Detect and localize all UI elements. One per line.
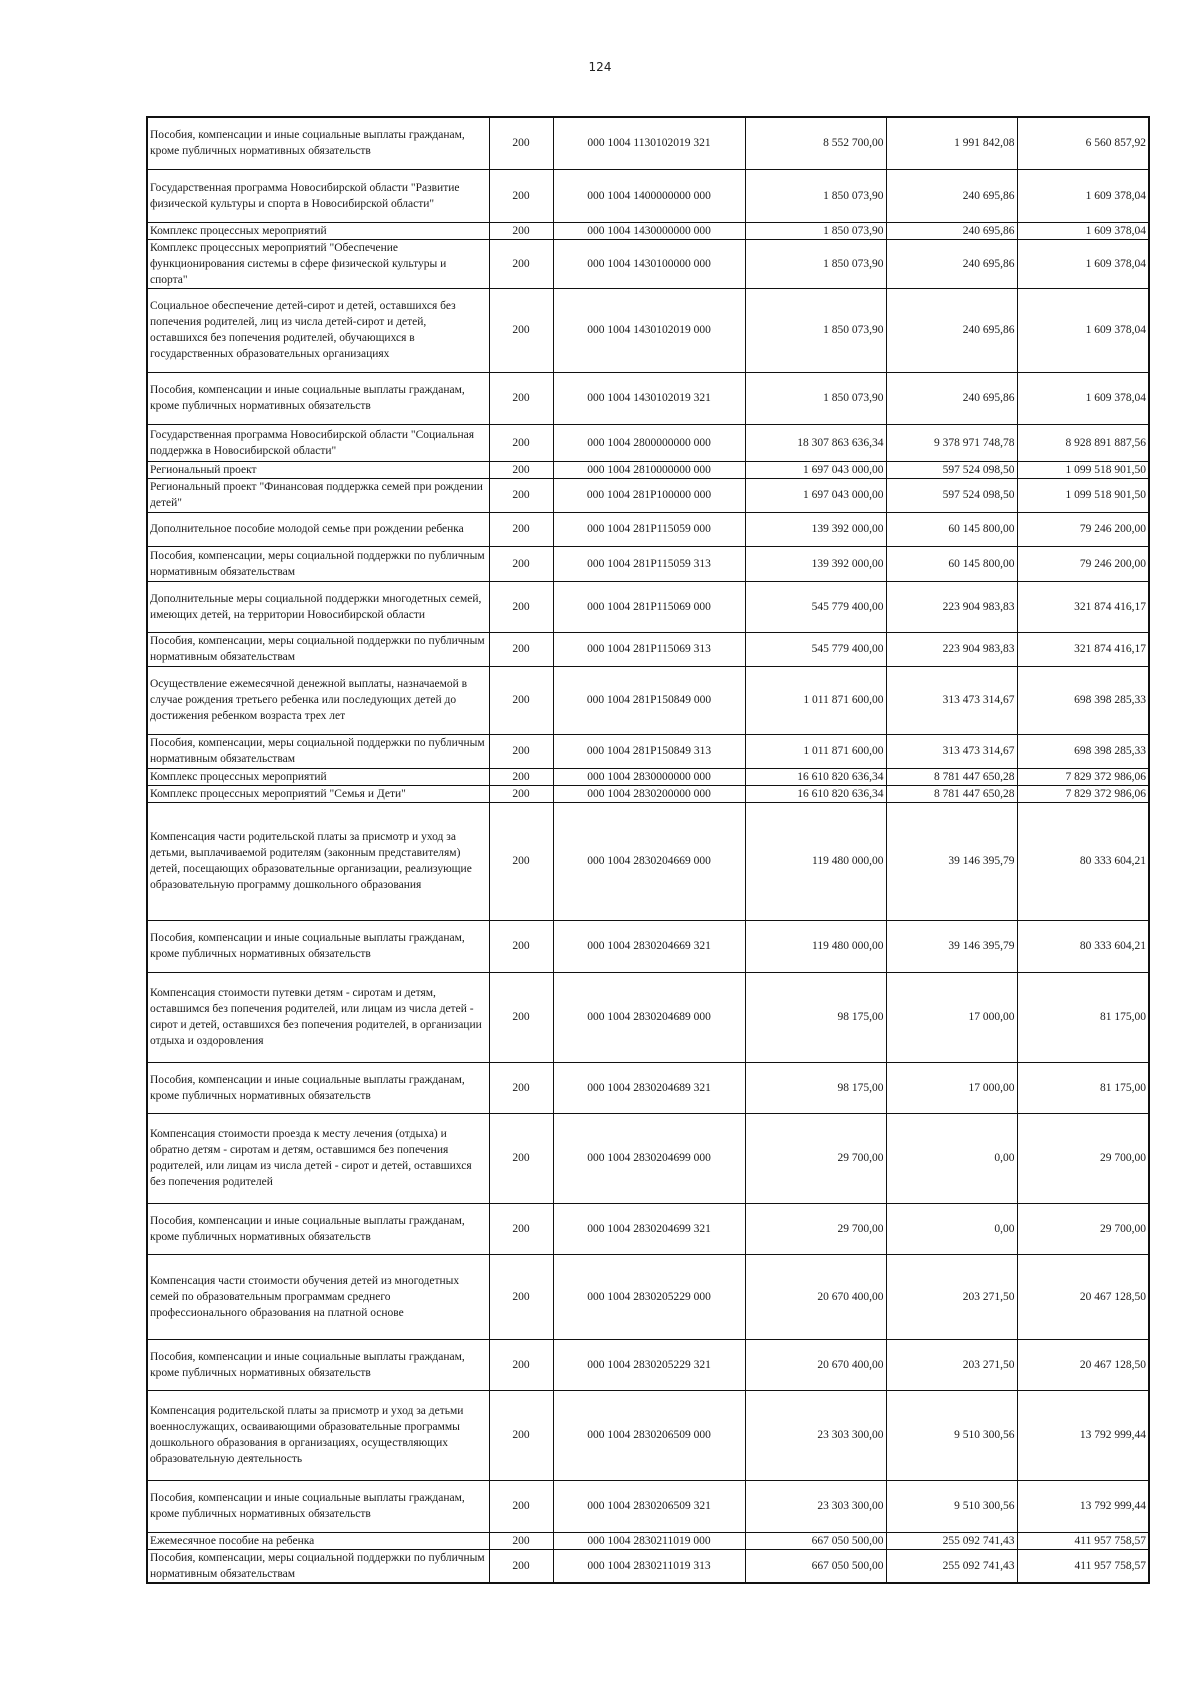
table-row: [147, 1390, 1149, 1480]
cell-remaining-amount: 7 829 372 986,06: [1017, 768, 1149, 785]
table-row: [147, 1532, 1149, 1549]
cell-budget-code: 000 1004 1430102019 321: [553, 372, 745, 424]
cell-remaining-amount: 1 609 378,04: [1017, 288, 1149, 372]
cell-executed-amount: 240 695,86: [886, 222, 1017, 239]
cell-name: Региональный проект "Финансовая поддержка семей при рождении детей": [147, 478, 489, 512]
cell-name: Комплекс процессных мероприятий "Обеспечение функционирования системы в сфере физической культуры и спорта": [147, 239, 489, 288]
cell-budget-code: 000 1004 281P115059 313: [553, 546, 745, 581]
cell-approved-amount: 545 779 400,00: [745, 581, 886, 632]
cell-executed-amount: 240 695,86: [886, 288, 1017, 372]
cell-executed-amount: 223 904 983,83: [886, 581, 1017, 632]
table-row: [147, 734, 1149, 768]
cell-budget-code: 000 1004 2830211019 313: [553, 1549, 745, 1583]
table-row: [147, 1062, 1149, 1113]
cell-remaining-amount: 698 398 285,33: [1017, 666, 1149, 734]
cell-remaining-amount: 80 333 604,21: [1017, 802, 1149, 920]
cell-executed-amount: 9 510 300,56: [886, 1480, 1017, 1532]
cell-budget-code: 000 1004 2830204689 321: [553, 1062, 745, 1113]
cell-remaining-amount: 1 609 378,04: [1017, 372, 1149, 424]
cell-name: Пособия, компенсации, меры социальной поддержки по публичным нормативным обязательствам: [147, 1549, 489, 1583]
cell-budget-code: 000 1004 1430100000 000: [553, 239, 745, 288]
cell-row-code: 200: [489, 1203, 553, 1254]
cell-approved-amount: 1 011 871 600,00: [745, 666, 886, 734]
cell-name: Пособия, компенсации и иные социальные выплаты гражданам, кроме публичных нормативных обязательств: [147, 372, 489, 424]
cell-row-code: 200: [489, 972, 553, 1062]
table-row: [147, 546, 1149, 581]
table-row: [147, 785, 1149, 802]
cell-remaining-amount: 1 609 378,04: [1017, 169, 1149, 222]
cell-approved-amount: 1 850 073,90: [745, 239, 886, 288]
cell-remaining-amount: 13 792 999,44: [1017, 1480, 1149, 1532]
cell-budget-code: 000 1004 2830200000 000: [553, 785, 745, 802]
table-row: [147, 920, 1149, 972]
cell-budget-code: 000 1004 2830204669 321: [553, 920, 745, 972]
cell-name: Комплекс процессных мероприятий: [147, 222, 489, 239]
cell-executed-amount: 9 378 971 748,78: [886, 424, 1017, 461]
cell-budget-code: 000 1004 281P115069 000: [553, 581, 745, 632]
cell-row-code: 200: [489, 1532, 553, 1549]
cell-budget-code: 000 1004 2830204699 000: [553, 1113, 745, 1203]
cell-remaining-amount: 411 957 758,57: [1017, 1532, 1149, 1549]
table-row: [147, 1254, 1149, 1339]
cell-name: Региональный проект: [147, 461, 489, 478]
cell-remaining-amount: 411 957 758,57: [1017, 1549, 1149, 1583]
table-row: [147, 169, 1149, 222]
cell-name: Дополнительные меры социальной поддержки многодетных семей, имеющих детей, на территории Новосибирской области: [147, 581, 489, 632]
cell-budget-code: 000 1004 2830000000 000: [553, 768, 745, 785]
cell-remaining-amount: 1 609 378,04: [1017, 222, 1149, 239]
cell-executed-amount: 8 781 447 650,28: [886, 785, 1017, 802]
cell-remaining-amount: 79 246 200,00: [1017, 546, 1149, 581]
table-row: [147, 1480, 1149, 1532]
cell-executed-amount: 240 695,86: [886, 239, 1017, 288]
cell-executed-amount: 0,00: [886, 1203, 1017, 1254]
cell-row-code: 200: [489, 222, 553, 239]
cell-approved-amount: 1 850 073,90: [745, 288, 886, 372]
cell-executed-amount: 60 145 800,00: [886, 512, 1017, 546]
cell-executed-amount: 203 271,50: [886, 1339, 1017, 1390]
cell-approved-amount: 1 850 073,90: [745, 169, 886, 222]
cell-row-code: 200: [489, 1390, 553, 1480]
cell-approved-amount: 23 303 300,00: [745, 1390, 886, 1480]
cell-name: Пособия, компенсации и иные социальные выплаты гражданам, кроме публичных нормативных обязательств: [147, 1480, 489, 1532]
cell-executed-amount: 223 904 983,83: [886, 632, 1017, 666]
cell-remaining-amount: 81 175,00: [1017, 972, 1149, 1062]
cell-budget-code: 000 1004 2830205229 321: [553, 1339, 745, 1390]
cell-executed-amount: 313 473 314,67: [886, 666, 1017, 734]
cell-approved-amount: 16 610 820 636,34: [745, 785, 886, 802]
cell-approved-amount: 667 050 500,00: [745, 1532, 886, 1549]
cell-approved-amount: 1 011 871 600,00: [745, 734, 886, 768]
cell-name: Пособия, компенсации и иные социальные выплаты гражданам, кроме публичных нормативных обязательств: [147, 1339, 489, 1390]
cell-name: Ежемесячное пособие на ребенка: [147, 1532, 489, 1549]
cell-approved-amount: 20 670 400,00: [745, 1339, 886, 1390]
cell-budget-code: 000 1004 1400000000 000: [553, 169, 745, 222]
cell-remaining-amount: 1 099 518 901,50: [1017, 478, 1149, 512]
table-row: [147, 768, 1149, 785]
cell-remaining-amount: 79 246 200,00: [1017, 512, 1149, 546]
cell-row-code: 200: [489, 581, 553, 632]
cell-remaining-amount: 7 829 372 986,06: [1017, 785, 1149, 802]
table-row: [147, 1549, 1149, 1583]
cell-executed-amount: 240 695,86: [886, 372, 1017, 424]
cell-executed-amount: 39 146 395,79: [886, 802, 1017, 920]
cell-remaining-amount: 80 333 604,21: [1017, 920, 1149, 972]
cell-remaining-amount: 321 874 416,17: [1017, 632, 1149, 666]
cell-name: Компенсация стоимости проезда к месту лечения (отдыха) и обратно детям - сиротам и детям, оставшимся без попечения родителей, или лицам из числа детей - сирот и детей, оставшихся без попечения родителей: [147, 1113, 489, 1203]
cell-approved-amount: 1 850 073,90: [745, 372, 886, 424]
cell-name: Компенсация части стоимости обучения детей из многодетных семей по образовательным программам среднего профессионального образования на платной основе: [147, 1254, 489, 1339]
cell-row-code: 200: [489, 1480, 553, 1532]
cell-name: Компенсация стоимости путевки детям - сиротам и детям, оставшимся без попечения родителей, или лицам из числа детей - сирот и детей, оставшихся без попечения родителей, в организации отдыха и оздоровления: [147, 972, 489, 1062]
cell-row-code: 200: [489, 1062, 553, 1113]
cell-remaining-amount: 13 792 999,44: [1017, 1390, 1149, 1480]
cell-name: Пособия, компенсации, меры социальной поддержки по публичным нормативным обязательствам: [147, 632, 489, 666]
table-row: [147, 1203, 1149, 1254]
cell-remaining-amount: 29 700,00: [1017, 1203, 1149, 1254]
cell-approved-amount: 1 697 043 000,00: [745, 478, 886, 512]
cell-approved-amount: 20 670 400,00: [745, 1254, 886, 1339]
budget-table: [146, 116, 1150, 1584]
table-row: [147, 424, 1149, 461]
cell-executed-amount: 313 473 314,67: [886, 734, 1017, 768]
cell-name: Осуществление ежемесячной денежной выплаты, назначаемой в случае рождения третьего ребенка или последующих детей до достижения ребенком возраста трех лет: [147, 666, 489, 734]
cell-row-code: 200: [489, 461, 553, 478]
cell-name: Государственная программа Новосибирской области "Социальная поддержка в Новосибирской области": [147, 424, 489, 461]
cell-approved-amount: 98 175,00: [745, 1062, 886, 1113]
cell-approved-amount: 119 480 000,00: [745, 802, 886, 920]
table-row: [147, 222, 1149, 239]
table-row: [147, 372, 1149, 424]
cell-executed-amount: 1 991 842,08: [886, 117, 1017, 169]
table-row: [147, 461, 1149, 478]
cell-approved-amount: 545 779 400,00: [745, 632, 886, 666]
table-row: [147, 581, 1149, 632]
cell-budget-code: 000 1004 2830206509 000: [553, 1390, 745, 1480]
cell-approved-amount: 23 303 300,00: [745, 1480, 886, 1532]
cell-row-code: 200: [489, 768, 553, 785]
cell-name: Государственная программа Новосибирской области "Развитие физической культуры и спорта в Новосибирской области": [147, 169, 489, 222]
cell-budget-code: 000 1004 281P150849 000: [553, 666, 745, 734]
cell-row-code: 200: [489, 239, 553, 288]
cell-row-code: 200: [489, 1549, 553, 1583]
cell-budget-code: 000 1004 1430102019 000: [553, 288, 745, 372]
cell-row-code: 200: [489, 1113, 553, 1203]
cell-executed-amount: 597 524 098,50: [886, 461, 1017, 478]
cell-approved-amount: 1 697 043 000,00: [745, 461, 886, 478]
cell-row-code: 200: [489, 734, 553, 768]
cell-approved-amount: 1 850 073,90: [745, 222, 886, 239]
cell-row-code: 200: [489, 785, 553, 802]
cell-budget-code: 000 1004 2830206509 321: [553, 1480, 745, 1532]
cell-executed-amount: 8 781 447 650,28: [886, 768, 1017, 785]
page-number: 124: [588, 60, 612, 74]
cell-row-code: 200: [489, 169, 553, 222]
cell-row-code: 200: [489, 117, 553, 169]
table-row: [147, 1113, 1149, 1203]
cell-name: Пособия, компенсации, меры социальной поддержки по публичным нормативным обязательствам: [147, 734, 489, 768]
cell-name: Комплекс процессных мероприятий "Семья и Дети": [147, 785, 489, 802]
table-row: [147, 972, 1149, 1062]
cell-remaining-amount: 20 467 128,50: [1017, 1254, 1149, 1339]
cell-approved-amount: 667 050 500,00: [745, 1549, 886, 1583]
cell-budget-code: 000 1004 2800000000 000: [553, 424, 745, 461]
cell-budget-code: 000 1004 1430000000 000: [553, 222, 745, 239]
table-row: [147, 117, 1149, 169]
cell-name: Дополнительное пособие молодой семье при рождении ребенка: [147, 512, 489, 546]
cell-budget-code: 000 1004 281P115059 000: [553, 512, 745, 546]
cell-approved-amount: 119 480 000,00: [745, 920, 886, 972]
cell-name: Пособия, компенсации и иные социальные выплаты гражданам, кроме публичных нормативных обязательств: [147, 1203, 489, 1254]
cell-budget-code: 000 1004 1130102019 321: [553, 117, 745, 169]
cell-row-code: 200: [489, 424, 553, 461]
cell-budget-code: 000 1004 2830205229 000: [553, 1254, 745, 1339]
table-row: [147, 802, 1149, 920]
cell-executed-amount: 9 510 300,56: [886, 1390, 1017, 1480]
cell-remaining-amount: 20 467 128,50: [1017, 1339, 1149, 1390]
cell-name: Компенсация части родительской платы за присмотр и уход за детьми, выплачиваемой родителям (законным представителям) детей, посещающих образовательные организации, реализующие образовательную программу дошкольного образования: [147, 802, 489, 920]
table-row: [147, 478, 1149, 512]
table-row: [147, 666, 1149, 734]
cell-remaining-amount: 6 560 857,92: [1017, 117, 1149, 169]
cell-row-code: 200: [489, 1254, 553, 1339]
cell-row-code: 200: [489, 666, 553, 734]
cell-name: Социальное обеспечение детей-сирот и детей, оставшихся без попечения родителей, лиц из числа детей-сирот и детей, оставшихся без попечения родителей, обучающихся в государственных образовательных организациях: [147, 288, 489, 372]
cell-approved-amount: 29 700,00: [745, 1113, 886, 1203]
cell-name: Пособия, компенсации и иные социальные выплаты гражданам, кроме публичных нормативных обязательств: [147, 920, 489, 972]
cell-row-code: 200: [489, 632, 553, 666]
cell-approved-amount: 139 392 000,00: [745, 512, 886, 546]
cell-remaining-amount: 29 700,00: [1017, 1113, 1149, 1203]
cell-name: Компенсация родительской платы за присмотр и уход за детьми военнослужащих, осваивающими образовательные программы дошкольного образования в организациях, осуществляющих образовательную деятельность: [147, 1390, 489, 1480]
table-row: [147, 632, 1149, 666]
cell-remaining-amount: 698 398 285,33: [1017, 734, 1149, 768]
cell-executed-amount: 17 000,00: [886, 1062, 1017, 1113]
cell-remaining-amount: 1 099 518 901,50: [1017, 461, 1149, 478]
table-body: [147, 117, 1149, 1583]
cell-executed-amount: 0,00: [886, 1113, 1017, 1203]
cell-row-code: 200: [489, 802, 553, 920]
cell-budget-code: 000 1004 2830211019 000: [553, 1532, 745, 1549]
table-row: [147, 288, 1149, 372]
cell-remaining-amount: 81 175,00: [1017, 1062, 1149, 1113]
cell-executed-amount: 17 000,00: [886, 972, 1017, 1062]
cell-row-code: 200: [489, 546, 553, 581]
cell-approved-amount: 8 552 700,00: [745, 117, 886, 169]
cell-name: Пособия, компенсации и иные социальные выплаты гражданам, кроме публичных нормативных обязательств: [147, 1062, 489, 1113]
cell-row-code: 200: [489, 1339, 553, 1390]
cell-budget-code: 000 1004 281P150849 313: [553, 734, 745, 768]
cell-row-code: 200: [489, 920, 553, 972]
cell-budget-code: 000 1004 2830204689 000: [553, 972, 745, 1062]
cell-budget-code: 000 1004 281P100000 000: [553, 478, 745, 512]
cell-budget-code: 000 1004 281P115069 313: [553, 632, 745, 666]
cell-executed-amount: 203 271,50: [886, 1254, 1017, 1339]
cell-name: Пособия, компенсации, меры социальной поддержки по публичным нормативным обязательствам: [147, 546, 489, 581]
cell-executed-amount: 240 695,86: [886, 169, 1017, 222]
cell-executed-amount: 39 146 395,79: [886, 920, 1017, 972]
table-row: [147, 1339, 1149, 1390]
cell-budget-code: 000 1004 2810000000 000: [553, 461, 745, 478]
cell-approved-amount: 98 175,00: [745, 972, 886, 1062]
cell-approved-amount: 29 700,00: [745, 1203, 886, 1254]
cell-approved-amount: 16 610 820 636,34: [745, 768, 886, 785]
cell-remaining-amount: 321 874 416,17: [1017, 581, 1149, 632]
cell-remaining-amount: 8 928 891 887,56: [1017, 424, 1149, 461]
cell-approved-amount: 18 307 863 636,34: [745, 424, 886, 461]
cell-budget-code: 000 1004 2830204669 000: [553, 802, 745, 920]
cell-name: Комплекс процессных мероприятий: [147, 768, 489, 785]
cell-executed-amount: 255 092 741,43: [886, 1549, 1017, 1583]
table-row: [147, 512, 1149, 546]
cell-budget-code: 000 1004 2830204699 321: [553, 1203, 745, 1254]
cell-executed-amount: 255 092 741,43: [886, 1532, 1017, 1549]
cell-approved-amount: 139 392 000,00: [745, 546, 886, 581]
table-row: [147, 239, 1149, 288]
cell-name: Пособия, компенсации и иные социальные выплаты гражданам, кроме публичных нормативных обязательств: [147, 117, 489, 169]
cell-remaining-amount: 1 609 378,04: [1017, 239, 1149, 288]
cell-executed-amount: 597 524 098,50: [886, 478, 1017, 512]
cell-executed-amount: 60 145 800,00: [886, 546, 1017, 581]
cell-row-code: 200: [489, 478, 553, 512]
cell-row-code: 200: [489, 288, 553, 372]
cell-row-code: 200: [489, 512, 553, 546]
cell-row-code: 200: [489, 372, 553, 424]
